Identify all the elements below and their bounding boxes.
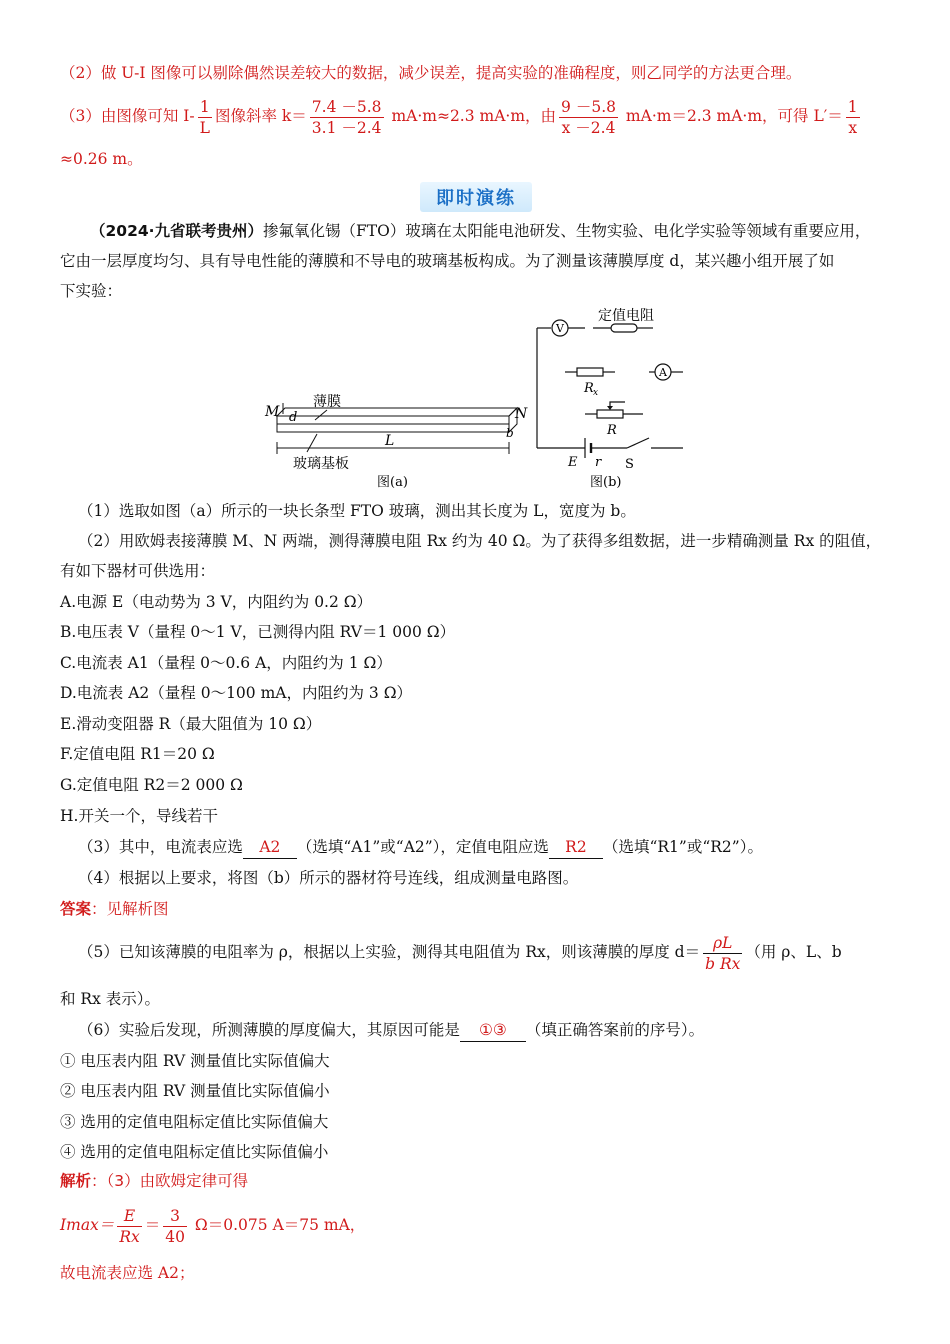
answer-line xyxy=(60,898,890,920)
text: （用 ρ、L、b xyxy=(745,943,842,961)
imax-equation xyxy=(60,1200,890,1250)
text: Ω＝0.075 A＝75 mA， xyxy=(189,1216,366,1234)
problem-intro-2: 它由一层厚度均匀、具有导电性能的薄膜和不导电的玻璃基板构成。为了测量该薄膜厚度 d，某兴趣小组开展了如 xyxy=(60,252,835,270)
figure-b xyxy=(537,307,683,490)
q6-option-1: ① 电压表内阻 RV 测量值比实际值偏大 xyxy=(60,1052,330,1070)
q6 xyxy=(60,1019,890,1042)
fraction-3-over-40 xyxy=(163,1206,187,1247)
numerator: 3 xyxy=(163,1206,187,1227)
text: （5）已知该薄膜的电阻率为 ρ，根据以上实验，测得其电阻值为 Rx，则该薄膜的厚度 d＝ xyxy=(78,943,701,961)
denominator: L xyxy=(199,118,210,137)
solution-part-3-result: ≈0.26 m。 xyxy=(60,150,143,168)
label-M: M xyxy=(265,404,280,420)
option-F: F.定值电阻 R1＝20 Ω xyxy=(60,745,215,763)
text: （3）其中，电流表应选 xyxy=(78,838,243,856)
label-S: S xyxy=(625,457,634,472)
q5-line-2: 和 Rx 表示）。 xyxy=(60,990,161,1008)
q1: （1）选取如图（a）所示的一块长条型 FTO 玻璃，测出其长度为 L，宽度为 b。 xyxy=(78,502,636,520)
option-B: B.电压表 V（量程 0～1 V，已测得内阻 RV＝1 000 Ω） xyxy=(60,623,456,641)
caption-b: 图(b) xyxy=(590,475,622,490)
label-Rx: R xyxy=(584,381,594,396)
text: （选填“R1”或“R2”）。 xyxy=(602,838,763,856)
final-line: 故电流表应选 A2； xyxy=(60,1264,195,1282)
option-C: C.电流表 A1（量程 0～0.6 A，内阻约为 1 Ω） xyxy=(60,654,392,672)
text: （填正确答案前的序号）。 xyxy=(525,1021,705,1039)
solution-part-2: （2）做 U-I 图像可以剔除偶然误差较大的数据，减少误差，提高实验的准确程度，则乙同学的方法更合理。 xyxy=(60,64,802,82)
denominator: b Rx xyxy=(705,954,741,973)
denominator: x －2.4 xyxy=(561,118,616,137)
numerator: 1 xyxy=(198,97,212,118)
label-film: 薄膜 xyxy=(313,394,341,410)
denominator: x xyxy=(848,118,858,137)
explanation-line xyxy=(60,1170,890,1192)
q6-option-4: ④ 选用的定值电阻标定值比实际值偏小 xyxy=(60,1143,329,1161)
numerator: ρL xyxy=(703,933,742,954)
answer-label: 答案 xyxy=(60,900,92,918)
denominator: 40 xyxy=(165,1227,185,1246)
q5 xyxy=(60,926,890,978)
fraction-1-over-L xyxy=(198,97,212,138)
thickness-formula[interactable] xyxy=(703,933,742,974)
explanation-text: ：（3）由欧姆定律可得 xyxy=(91,1172,249,1190)
glass-substrate xyxy=(277,424,509,432)
problem-source: （2024·九省联考贵州） xyxy=(90,222,264,240)
label-d: d xyxy=(289,410,298,425)
rheostat-symbol xyxy=(597,410,623,418)
label-R: R xyxy=(607,423,617,438)
fraction-slope xyxy=(310,97,384,138)
text: （6）实验后发现，所测薄膜的厚度偏大，其原因可能是 xyxy=(78,1021,460,1039)
q3 xyxy=(60,836,890,859)
label-b: b xyxy=(506,426,514,440)
option-H: H.开关一个，导线若干 xyxy=(60,807,218,825)
numerator: 1 xyxy=(847,97,858,116)
answer-blank-ammeter[interactable]: A2 xyxy=(243,836,297,859)
option-G: G.定值电阻 R2＝2 000 Ω xyxy=(60,776,243,794)
text: （选填“A1”或“A2”），定值电阻应选 xyxy=(296,838,549,856)
option-A: A.电源 E（电动势为 3 V，内阻约为 0.2 Ω） xyxy=(60,593,373,611)
switch-blade xyxy=(627,438,649,448)
q6-option-3: ③ 选用的定值电阻标定值比实际值偏大 xyxy=(60,1113,329,1131)
figures xyxy=(255,300,695,495)
q4: （4）根据以上要求，将图（b）所示的器材符号连线，组成测量电路图。 xyxy=(78,869,579,887)
figure-a xyxy=(264,393,528,490)
option-D: D.电流表 A2（量程 0～100 mA，内阻约为 3 Ω） xyxy=(60,684,413,702)
q2-line-1: （2）用欧姆表接薄膜 M、N 两端，测得薄膜电阻 Rx 约为 40 Ω。为了获得多组数据，进一步精确测量 Rx 的阻值， xyxy=(78,532,882,550)
text: mA·m＝2.3 mA·m，可得 L′＝ xyxy=(621,107,843,125)
solution-part-3 xyxy=(60,94,890,138)
label-r: r xyxy=(595,455,602,470)
text: Imax＝ xyxy=(60,1216,115,1234)
rheostat-slider xyxy=(610,402,625,408)
denominator: 3.1 －2.4 xyxy=(311,118,382,137)
problem-intro-1 xyxy=(60,220,890,242)
slider-arrow xyxy=(607,406,613,410)
caption-a: 图(a) xyxy=(377,475,408,490)
denominator: Rx xyxy=(119,1227,140,1246)
label-V: V xyxy=(556,322,564,335)
explanation-label: 解析 xyxy=(60,1172,92,1190)
q6-option-2: ② 电压表内阻 RV 测量值比实际值偏小 xyxy=(60,1082,330,1100)
label-N: N xyxy=(515,406,528,422)
label-Rx-sub: x xyxy=(593,388,599,398)
intro-text: 掺氟氧化锡（FTO）玻璃在太阳能电池研发、生物实验、电化学实验等领域有重要应用， xyxy=(263,222,871,240)
fraction-x xyxy=(559,97,618,138)
rx-resistor-symbol xyxy=(577,368,603,376)
film-pointer xyxy=(315,410,327,420)
numerator: E xyxy=(117,1206,141,1227)
glass-pointer xyxy=(307,434,317,452)
answer-text: ：见解析图 xyxy=(91,900,169,918)
answer-blank-resistor[interactable]: R2 xyxy=(549,836,603,859)
text: mA·m≈2.3 mA·m，由 xyxy=(386,107,557,125)
film-slab xyxy=(277,416,509,424)
answer-blank-q6[interactable]: ①③ xyxy=(460,1019,526,1042)
text: ＝ xyxy=(144,1216,161,1234)
fraction-E-over-Rx xyxy=(117,1206,141,1247)
option-E: E.滑动变阻器 R（最大阻值为 10 Ω） xyxy=(60,715,322,733)
label-L: L xyxy=(385,433,395,449)
q2-line-2: 有如下器材可供选用： xyxy=(60,562,216,580)
label-glass: 玻璃基板 xyxy=(293,456,349,472)
text: 图像斜率 k＝ xyxy=(214,107,307,125)
numerator: 7.4 －5.8 xyxy=(311,97,382,116)
fraction-1-over-x xyxy=(846,97,860,138)
fixed-resistor-symbol xyxy=(611,324,637,332)
text: （3）由图像可知 I- xyxy=(60,107,195,125)
problem-intro-3: 下实验： xyxy=(60,282,123,300)
label-A: A xyxy=(659,366,667,379)
label-E: E xyxy=(568,455,578,470)
section-banner: 即时演练 xyxy=(436,188,516,209)
label-fixed-resistor: 定值电阻 xyxy=(598,308,654,324)
numerator: 9 －5.8 xyxy=(561,97,616,116)
